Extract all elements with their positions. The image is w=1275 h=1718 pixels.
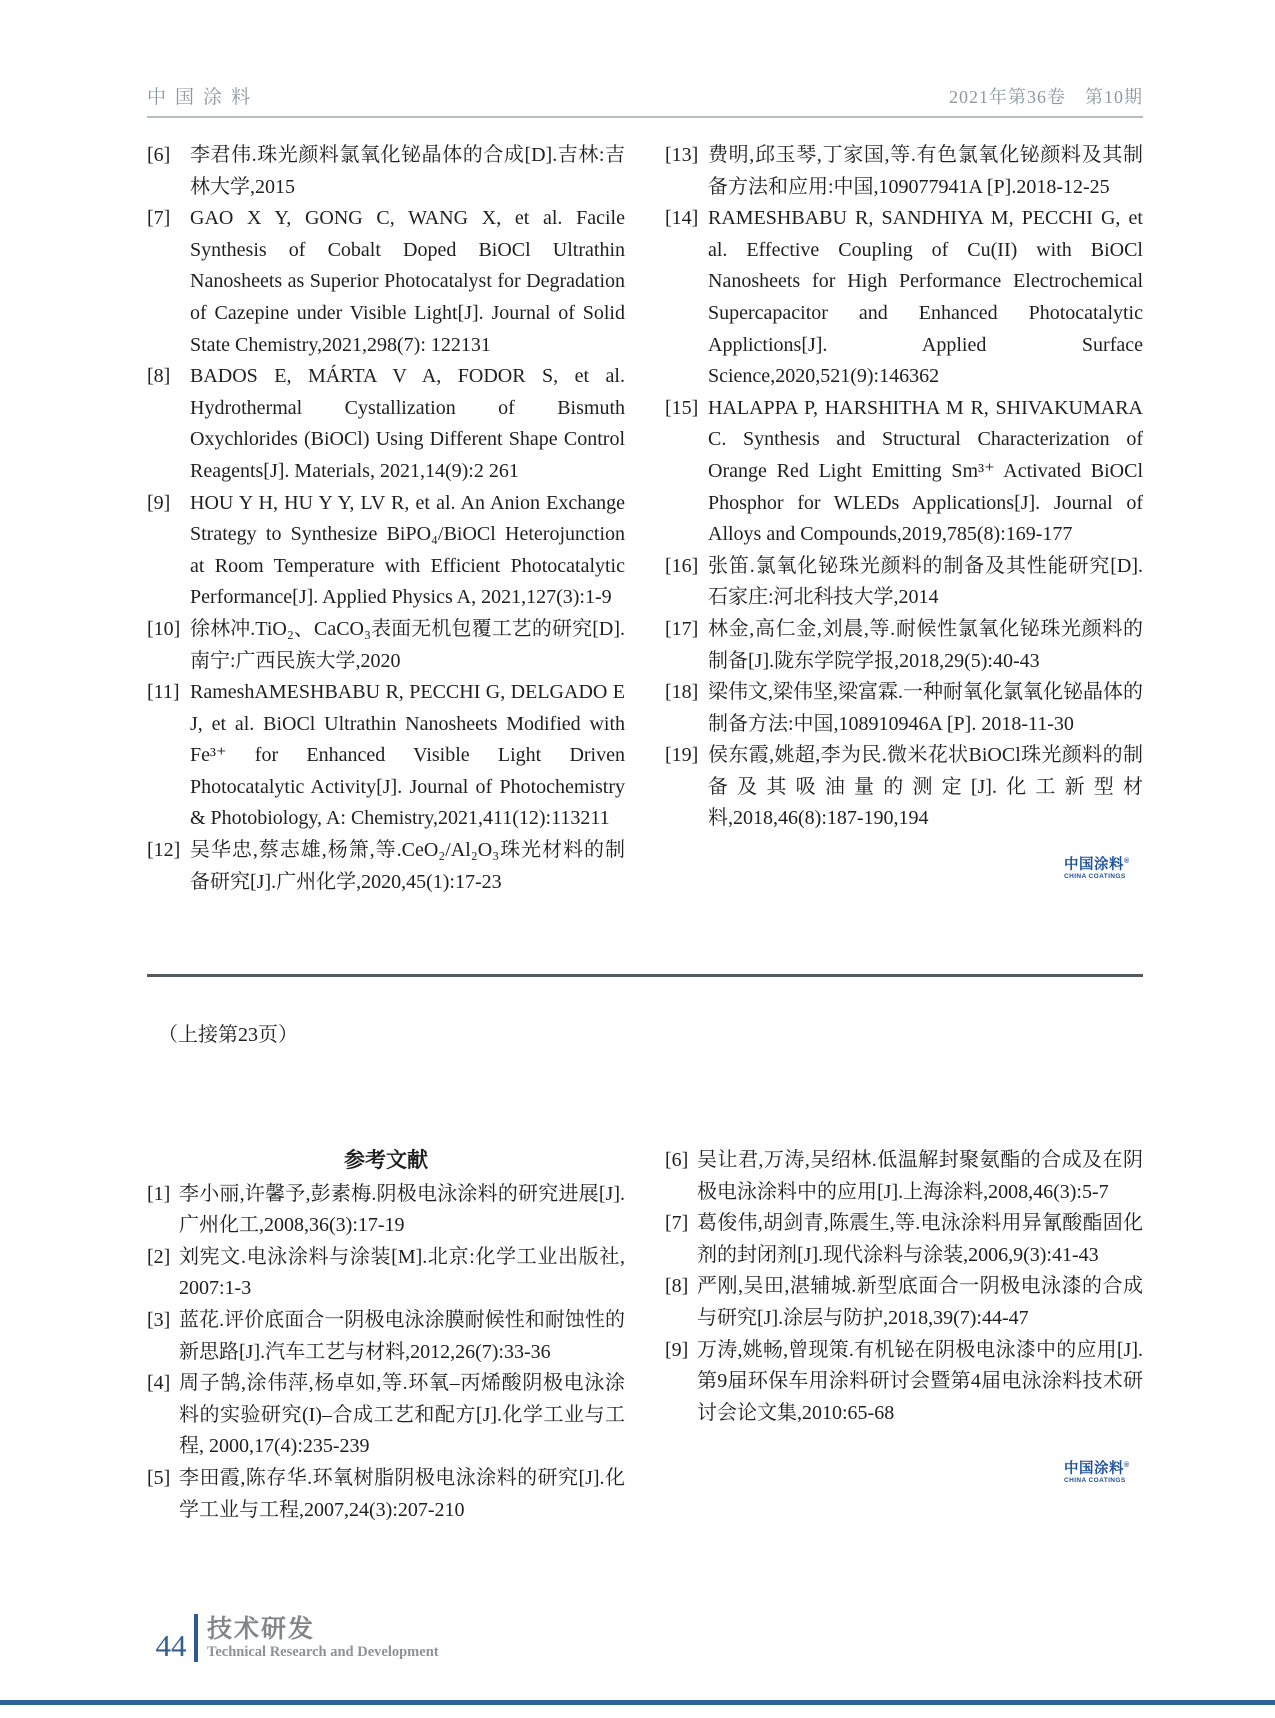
bibliography-heading: 参考文献	[344, 1148, 428, 1172]
reference-label: [15]	[665, 396, 699, 419]
logo-english-text: CHINA COATINGS	[1064, 1476, 1126, 1484]
logo-cn-label: 中国涂料	[1064, 856, 1124, 873]
reference-item	[665, 677, 1143, 740]
reference-text: BADOS E, MÁRTA V A, FODOR S, et al. Hydrothermal Cystallization of Bismuth Oxychlorides (BiOCl) Using Different Shape Control Reagents[J]. Materials, 2021,14(9):2 261	[190, 365, 625, 482]
reference-text: 林金,高仁金,刘晨,等.耐候性氯氧化铋珠光颜料的制备[J].陇东学院学报,2018,29(5):40-43	[708, 617, 1143, 672]
reference-text: 费明,邱玉琴,丁家国,等.有色氯氧化铋颜料及其制备方法和应用:中国,109077941A [P].2018-12-25	[708, 144, 1143, 198]
reference-text: RAMESHBABU R, SANDHIYA M, PECCHI G, et al. Effective Coupling of Cu(II) with BiOCl Nanosheets for High Performance Electrochemical Supercapacitor and Enhanced Photocatalytic Applictions[J]. Applied Surface Science,2020,521(9):146362	[708, 207, 1143, 388]
reference-text: 徐林冲.TiO₂、CaCO₃表面无机包覆工艺的研究[D].南宁:广西民族大学,2020	[190, 617, 625, 672]
reference-label: [1]	[147, 1182, 171, 1205]
issue-info: 2021年第36卷 第10期	[949, 87, 1143, 107]
reference-text: 刘宪文.电泳涂料与涂装[M].北京:化学工业出版社, 2007:1-3	[179, 1245, 625, 1300]
bibliography-left-column	[147, 1145, 625, 1526]
reference-label: [2]	[147, 1245, 171, 1268]
references-right-column	[665, 140, 1143, 898]
page-footer	[150, 1614, 439, 1662]
reference-text: 周子鹄,涂伟萍,杨卓如,等.环氧–丙烯酸阴极电泳涂料的实验研究(I)–合成工艺和配方[J].化学工业与工程, 2000,17(4):235-239	[179, 1372, 625, 1458]
registered-mark-icon: ®	[1124, 858, 1130, 865]
article-divider-rule	[147, 974, 1143, 977]
reference-label: [14]	[665, 207, 699, 230]
reference-label: [10]	[147, 617, 181, 640]
china-coatings-logo	[1064, 1458, 1134, 1485]
reference-label: [5]	[147, 1466, 171, 1489]
reference-item	[147, 140, 625, 203]
reference-text: 李田霞,陈存华.环氧树脂阴极电泳涂料的研究[J].化学工业与工程,2007,24(3):207-210	[179, 1466, 625, 1521]
reference-label: [19]	[665, 744, 699, 767]
reference-text: 张笛.氯氧化铋珠光颜料的制备及其性能研究[D].石家庄:河北科技大学,2014	[708, 554, 1143, 609]
reference-item	[147, 1368, 625, 1463]
reference-text: GAO X Y, GONG C, WANG X, et al. Facile Synthesis of Cobalt Doped BiOCl Ultrathin Nanosheets as Superior Photocatalyst for Degradation of Cazepine under Visible Light[J]. Journal of Solid State Chemistry,2021,298(7): 122131	[190, 207, 625, 356]
reference-label: [3]	[147, 1308, 171, 1331]
reference-item	[665, 203, 1143, 393]
reference-item	[665, 740, 1143, 835]
reference-label: [11]	[147, 681, 180, 704]
references-top-section	[147, 140, 1143, 898]
reference-text: 严刚,吴田,湛辅城.新型底面合一阴极电泳漆的合成与研究[J].涂层与防护,2018,39(7):44-47	[697, 1275, 1143, 1329]
logo-cn-label: 中国涂料	[1064, 1460, 1124, 1477]
page-header	[147, 82, 1143, 118]
reference-text: RameshAMESHBABU R, PECCHI G, DELGADO E J, et al. BiOCl Ultrathin Nanosheets Modified with Fe³⁺ for Enhanced Visible Light Driven Photocatalytic Activity[J]. Journal of Photochemistry & Photobiology, A: Chemistry,2021,411(12):113211	[190, 681, 625, 830]
reference-label: [4]	[147, 1372, 171, 1395]
reference-text: 吴让君,万涛,吴绍林.低温解封聚氨酯的合成及在阴极电泳涂料中的应用[J].上海涂料,2008,46(3):5-7	[697, 1149, 1143, 1203]
reference-item	[665, 551, 1143, 614]
reference-item	[147, 677, 625, 835]
logo-chinese-text	[1064, 1458, 1134, 1477]
reference-item	[147, 1463, 625, 1526]
reference-item	[147, 203, 625, 361]
reference-item	[665, 393, 1143, 551]
reference-item	[147, 1179, 625, 1242]
references-left-column	[147, 140, 625, 898]
registered-mark-icon: ®	[1124, 1462, 1130, 1469]
reference-text: 万涛,姚畅,曾现策.有机铋在阴极电泳漆中的应用[J].第9届环保车用涂料研讨会暨第4届电泳涂料技术研讨会论文集,2010:65-68	[697, 1338, 1143, 1424]
page-number: 44	[155, 1628, 187, 1663]
reference-label: [16]	[665, 554, 699, 577]
reference-item	[147, 1305, 625, 1368]
reference-label: [13]	[665, 144, 699, 166]
reference-item	[147, 1242, 625, 1305]
reference-item	[665, 1145, 1143, 1208]
reference-label: [6]	[147, 144, 171, 166]
reference-item	[665, 1335, 1143, 1430]
reference-item	[665, 1208, 1143, 1271]
reference-label: [18]	[665, 681, 699, 704]
reference-label: [8]	[665, 1275, 689, 1298]
section-title-english: Technical Research and Development	[207, 1644, 439, 1660]
continuation-note: （上接第23页）	[158, 1024, 298, 1046]
reference-item	[665, 140, 1143, 203]
reference-text: HALAPPA P, HARSHITHA M R, SHIVAKUMARA C. Synthesis and Structural Characterization of Orange Red Light Emitting Sm³⁺ Activated BiOCl Phosphor for WLEDs Applications[J]. Journal of Alloys and Compounds,2019,785(8):169-177	[708, 396, 1143, 546]
reference-label: [12]	[147, 839, 181, 862]
reference-label: [7]	[665, 1212, 689, 1235]
reference-text: 李君伟.珠光颜料氯氧化铋晶体的合成[D].吉林:吉林大学,2015	[190, 144, 625, 198]
section-title-chinese: 技术研发	[207, 1615, 316, 1643]
reference-label: [9]	[665, 1338, 689, 1361]
footer-accent-bar	[194, 1614, 198, 1662]
bottom-rule	[0, 1700, 1275, 1705]
reference-text: 吴华忠,蔡志雄,杨箫,等.CeO₂/Al₂O₃珠光材料的制备研究[J].广州化学,2020,45(1):17-23	[190, 839, 625, 893]
reference-item	[147, 835, 625, 898]
reference-text: 李小丽,许馨予,彭素梅.阴极电泳涂料的研究进展[J].广州化工,2008,36(3):17-19	[179, 1182, 625, 1237]
reference-label: [8]	[147, 365, 171, 388]
reference-label: [6]	[665, 1149, 689, 1171]
reference-item	[665, 614, 1143, 677]
china-coatings-logo	[1064, 854, 1134, 881]
reference-text: 蓝花.评价底面合一阴极电泳涂膜耐候性和耐蚀性的新思路[J].汽车工艺与材料,2012,26(7):33-36	[179, 1308, 625, 1363]
reference-item	[665, 1271, 1143, 1334]
logo-english-text: CHINA COATINGS	[1064, 872, 1126, 880]
footer-section-titles	[207, 1615, 439, 1661]
reference-label: [17]	[665, 617, 699, 640]
reference-item	[147, 614, 625, 677]
reference-text: 梁伟文,梁伟坚,梁富霖.一种耐氧化氯氧化铋晶体的制备方法:中国,108910946A [P]. 2018-11-30	[708, 681, 1143, 735]
bibliography-section	[147, 1145, 1143, 1526]
reference-item	[147, 488, 625, 614]
journal-title: 中国涂料	[147, 87, 260, 108]
reference-label: [9]	[147, 491, 171, 514]
reference-label: [7]	[147, 207, 171, 230]
reference-text: HOU Y H, HU Y Y, LV R, et al. An Anion Exchange Strategy to Synthesize BiPO₄/BiOCl Heterojunction at Room Temperature with Efficient Photocatalytic Performance[J]. Applied Physics A, 2021,127(3):1-9	[190, 491, 625, 609]
reference-text: 侯东霞,姚超,李为民.微米花状BiOCl珠光颜料的制备及其吸油量的测定[J].化工新型材料,2018,46(8):187-190,194	[708, 744, 1143, 830]
reference-text: 葛俊伟,胡剑青,陈震生,等.电泳涂料用异氰酸酯固化剂的封闭剂[J].现代涂料与涂装,2006,9(3):41-43	[697, 1212, 1143, 1266]
reference-item	[147, 361, 625, 487]
logo-chinese-text	[1064, 854, 1134, 873]
